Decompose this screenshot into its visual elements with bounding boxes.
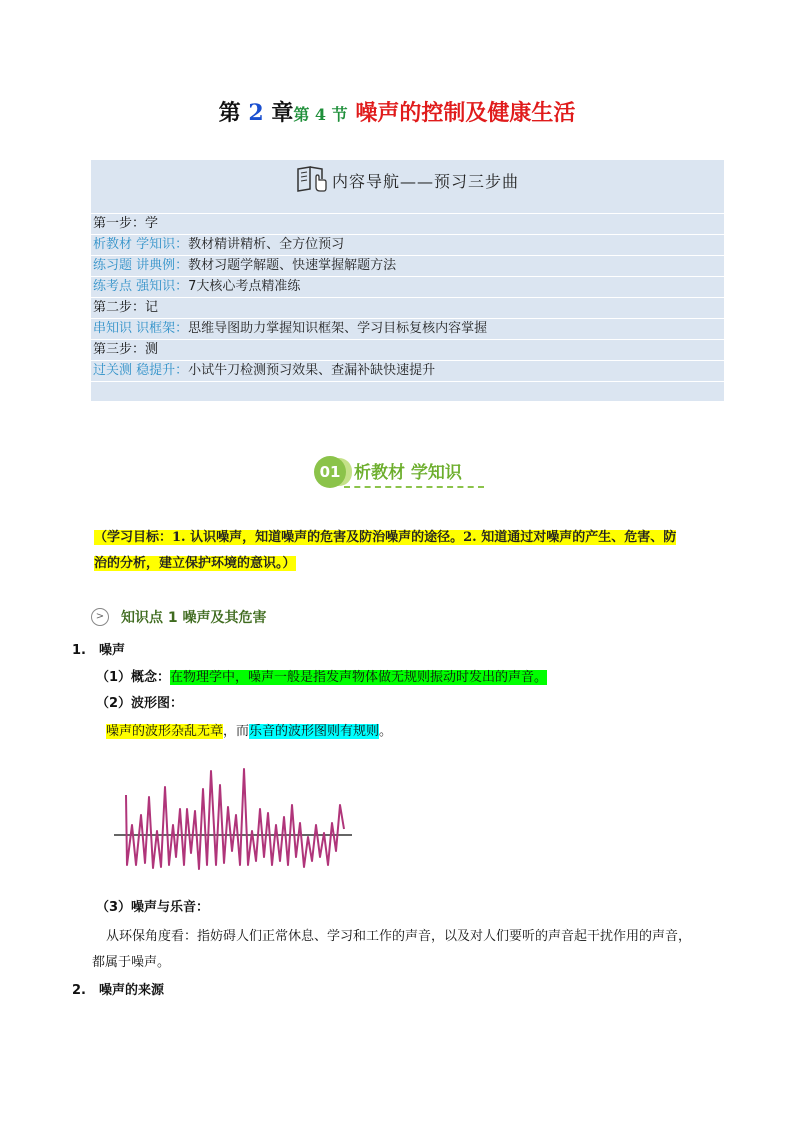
nav-line: 过关测 稳提升：小试牛刀检测预习效果、查漏补缺快速提升 (91, 360, 724, 380)
chapter-prefix: 第 (218, 100, 241, 126)
item-1-number: 1. (72, 643, 86, 658)
item-1-label: 噪声 (99, 643, 126, 658)
relation-line-1: 从环保角度看：指妨碍人们正常休息、学习和工作的声音，以及对人们要听的声音起干扰作用的声音， (106, 929, 692, 944)
noise-waveform-figure (112, 765, 356, 875)
relation-label: （3）噪声与乐音： (96, 900, 210, 915)
item-2-number: 2. (72, 983, 86, 998)
lesson-title: 噪声的控制及健康生活 (355, 100, 576, 126)
chevron-right-icon: > (91, 608, 109, 626)
nav-header (91, 160, 724, 200)
waveform-label: （2）波形图： (96, 696, 184, 711)
waveform-mid: ，而 (223, 724, 250, 739)
noise-waveform-curve (126, 769, 344, 869)
content-navigation-box (91, 160, 724, 401)
noise-waveform-text: 噪声的波形杂乱无章 (106, 724, 224, 739)
nav-line: 串知识 识框架：思维导图助力掌握知识框架、学习目标复核内容掌握 (91, 318, 724, 338)
nav-header-text: 内容导航——预习三步曲 (331, 171, 519, 191)
relation-line-2: 都属于噪声。 (92, 955, 171, 970)
nav-line-step2: 第二步：记 (91, 297, 724, 317)
goal-line-1: （学习目标：1. 认识噪声，知道噪声的危害及防治噪声的途径。2. 知道通过对噪声的产生、危害、防 (94, 530, 677, 545)
chapter-number: 2 (248, 100, 264, 126)
page-title (0, 96, 794, 127)
nav-line: 练习题 讲典例：教材习题学解题、快速掌握解题方法 (91, 255, 724, 275)
section-heading-01 (314, 452, 484, 492)
section-label: 析教材 学知识 (354, 463, 462, 483)
nav-line-step1: 第一步：学 (91, 213, 724, 233)
knowledge-point-heading (91, 606, 267, 628)
knowledge-point-label: 知识点 1 噪声及其危害 (121, 610, 267, 626)
waveform-text-line (106, 722, 392, 742)
goal-line-2: 治的分析，建立保护环境的意识。） (94, 556, 296, 571)
waveform-end: 。 (379, 724, 393, 739)
section-underline (344, 486, 484, 488)
chapter-suffix: 章 (271, 100, 294, 126)
nav-line-step3: 第三步：测 (91, 339, 724, 359)
section-number: 第 4 节 (293, 105, 348, 124)
music-waveform-text: 乐音的波形图则有规则 (249, 724, 380, 739)
concept-text: 在物理学中，噪声一般是指发声物体做无规则振动时发出的声音。 (170, 670, 548, 685)
section-badge: 01 (314, 456, 346, 488)
book-pointer-icon (296, 163, 332, 197)
learning-goal (94, 525, 724, 577)
concept-label: （1）概念： (96, 670, 171, 685)
concept-line (96, 668, 547, 688)
nav-line: 练考点 强知识：7大核心考点精准练 (91, 276, 724, 296)
nav-line-empty (91, 381, 724, 401)
nav-line: 析教材 学知识：教材精讲精析、全方位预习 (91, 234, 724, 254)
item-2-label: 噪声的来源 (99, 983, 165, 998)
